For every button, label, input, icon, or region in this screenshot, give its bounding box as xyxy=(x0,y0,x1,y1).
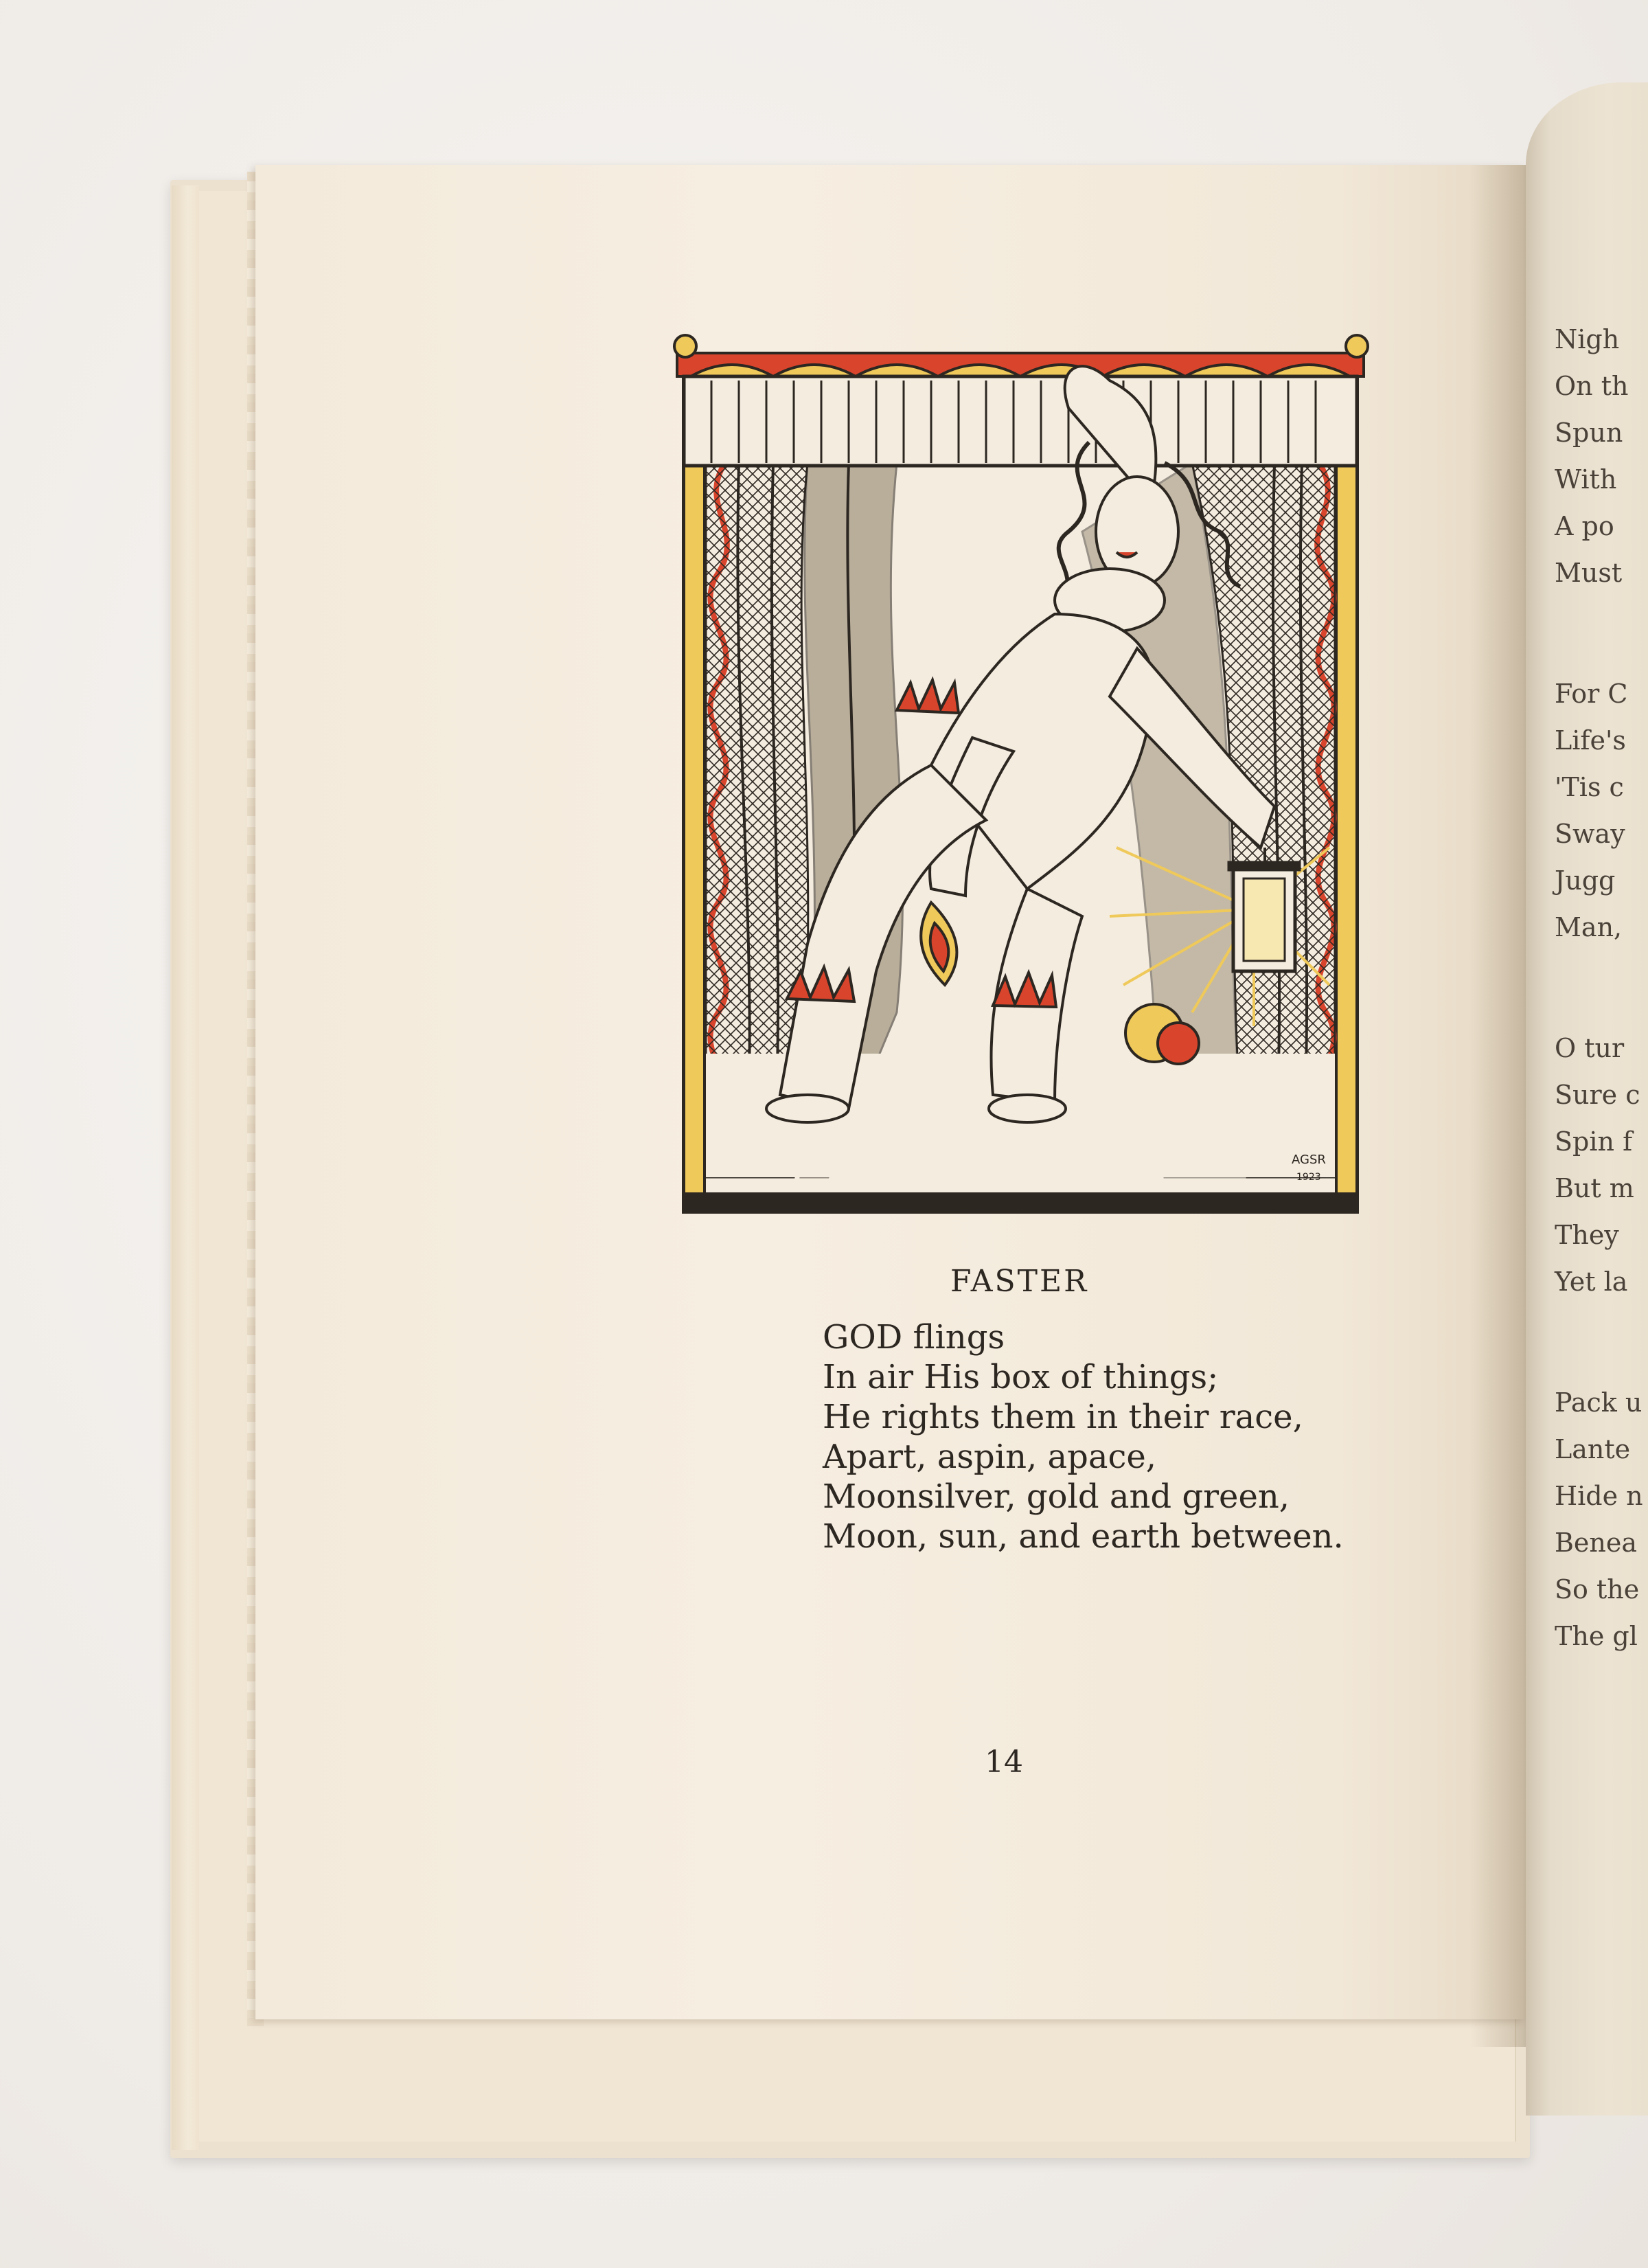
poem-line: Moonsilver, gold and green, xyxy=(823,1477,1290,1516)
facing-line: Jugg xyxy=(1555,865,1616,896)
facing-page xyxy=(1526,82,1648,2116)
facing-stanza xyxy=(1555,670,1648,951)
facing-line: Pack u xyxy=(1555,1387,1643,1418)
facing-line: Must xyxy=(1555,558,1623,588)
poem-line: Moon, sun, and earth between. xyxy=(823,1517,1344,1556)
facing-line: Life's xyxy=(1555,725,1626,756)
facing-line: Spin f xyxy=(1555,1126,1633,1157)
facing-line: Nigh xyxy=(1555,324,1620,354)
facing-line: For C xyxy=(1555,679,1628,709)
facing-line: 'Tis c xyxy=(1555,772,1624,802)
facing-stanza xyxy=(1555,316,1648,596)
facing-line: But m xyxy=(1555,1173,1634,1203)
facing-line: They xyxy=(1555,1220,1619,1250)
facing-page-text xyxy=(1555,316,1648,1734)
facing-line: With xyxy=(1555,464,1617,495)
facing-line: On th xyxy=(1555,371,1629,401)
page-number: 14 xyxy=(985,1745,1023,1780)
left-post xyxy=(684,394,705,1198)
facing-line: Hide n xyxy=(1555,1481,1643,1511)
poem-line: He rights them in their race, xyxy=(823,1398,1303,1436)
facing-line: So the xyxy=(1555,1574,1640,1604)
artist-year: 1923 xyxy=(1296,1172,1321,1183)
right-post xyxy=(1336,394,1357,1198)
poem-title: FASTER xyxy=(950,1264,1089,1299)
red-ball xyxy=(1158,1023,1199,1064)
deckle-edge xyxy=(172,185,199,2150)
facing-line: Yet la xyxy=(1555,1267,1628,1297)
facing-line: The gl xyxy=(1555,1621,1638,1651)
stage-floor xyxy=(684,1192,1357,1213)
facing-line: O tur xyxy=(1555,1033,1625,1063)
facing-line: Man, xyxy=(1555,912,1623,942)
poem-lines xyxy=(823,1317,1344,1556)
facing-line: Benea xyxy=(1555,1528,1638,1558)
artist-signature: AGSR xyxy=(1292,1153,1326,1167)
poem-line: In air His box of things; xyxy=(823,1358,1219,1396)
poem-line: Apart, aspin, apace, xyxy=(823,1438,1157,1476)
facing-line: Lante xyxy=(1555,1434,1631,1464)
facing-line: Sure c xyxy=(1555,1080,1640,1110)
poem-line: GOD flings xyxy=(823,1318,1005,1357)
facing-line: A po xyxy=(1555,511,1614,541)
jester-illustration xyxy=(670,326,1372,1221)
facing-stanza xyxy=(1555,1379,1648,1659)
facing-stanza xyxy=(1555,1025,1648,1305)
facing-line: Sway xyxy=(1555,819,1625,849)
facing-line: Spun xyxy=(1555,418,1623,448)
